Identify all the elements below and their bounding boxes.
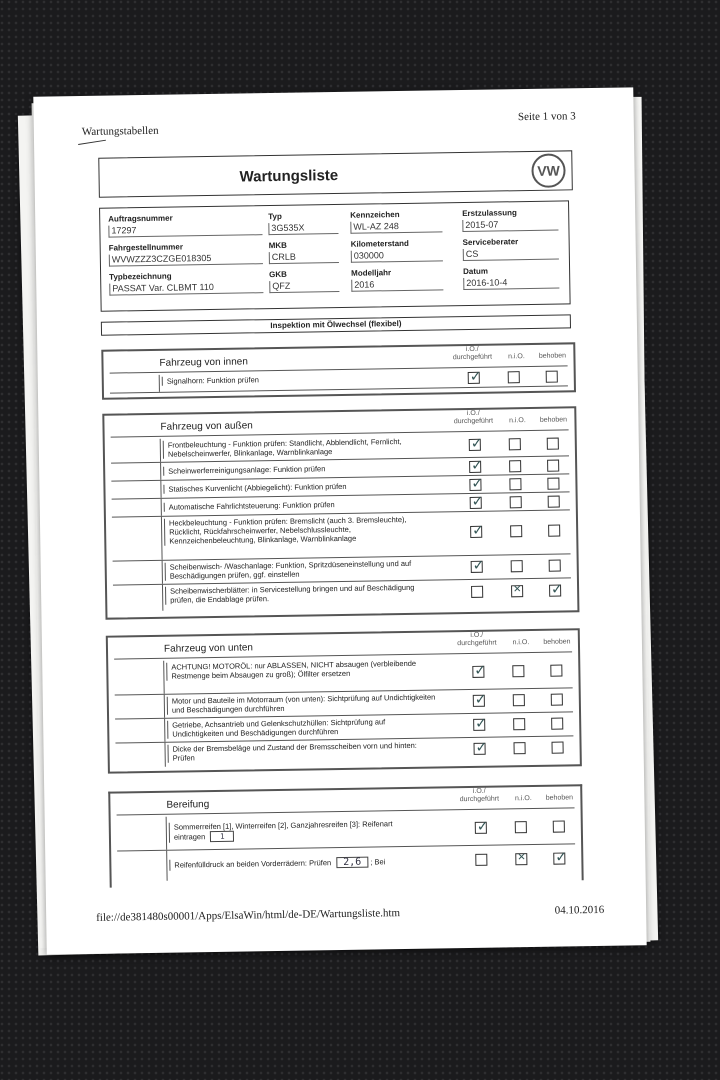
checkbox-io[interactable] — [473, 695, 485, 707]
checkbox-nio[interactable] — [513, 694, 525, 706]
col-io: i.O./ durchgeführt — [459, 787, 500, 804]
checkbox-nio[interactable] — [515, 853, 527, 865]
checkbox-behoben[interactable] — [551, 694, 563, 706]
col-behoben: behoben — [543, 638, 571, 646]
col-behoben: behoben — [545, 794, 574, 802]
section-title: Fahrzeug von innen — [159, 356, 248, 369]
modelljahr-label: Modelljahr — [351, 268, 392, 278]
checkbox-nio[interactable] — [510, 525, 522, 537]
info-col-4 — [462, 208, 559, 296]
table-row: Scheibenwisch- /Waschanlage: Funktion, Spritzdüseneinstellung und auf Beschädigungen prüfen, ggf. einstellen ✓ — [113, 554, 571, 585]
checkbox-nio[interactable] — [509, 460, 521, 472]
header-left: Wartungstabellen — [81, 124, 159, 139]
col-nio: n.i.O. — [508, 353, 525, 361]
section-title: Fahrzeug von unten — [163, 642, 254, 655]
checkbox-nio[interactable] — [513, 742, 525, 754]
gkb-label: GKB — [269, 269, 287, 280]
col-nio: n.i.O. — [509, 417, 526, 425]
table-row: Automatische Fahrlichtsteuerung: Funktion prüfen ✓ — [112, 492, 570, 517]
kennzeichen-value: WL-AZ 248 — [350, 220, 442, 233]
table-row: Reifenfülldruck an beiden Vorderrädern: Prüfen 2,6 ; Bei ✕ ✓ — [117, 844, 575, 881]
checkbox-behoben[interactable] — [547, 478, 559, 490]
row-text: Signalhorn: Funktion prüfen — [162, 373, 432, 386]
mkb-label: MKB — [268, 240, 287, 251]
typbezeichnung-value: PASSAT Var. CLBMT 110 — [109, 281, 263, 295]
checkbox-io[interactable] — [471, 561, 483, 573]
auftragsnummer-label: Auftragsnummer — [108, 213, 173, 224]
checkbox-io[interactable] — [475, 822, 487, 834]
table-row: Frontbeleuchtung - Funktion prüfen: Standlicht, Abblendlicht, Fernlicht, Nebelscheinwerfer, Blinkanlage, Warnblinkanlage ✓ — [111, 432, 569, 463]
section-title: Bereifung — [166, 799, 210, 811]
kilometerstand-label: Kilometerstand — [350, 238, 409, 249]
checkbox-io[interactable] — [469, 479, 481, 491]
footer-date: 04.10.2016 — [554, 903, 605, 917]
checkbox-io[interactable] — [470, 526, 482, 538]
section-bereifung — [108, 784, 583, 887]
auftragsnummer-value: 17297 — [108, 223, 262, 237]
checkbox-nio[interactable] — [512, 665, 524, 677]
fahrgestellnummer-value: WVWZZZ3CZGE018305 — [109, 252, 263, 266]
table-row: Getriebe, Achsantrieb und Gelenkschutzhüllen: Sichtprüfung auf Undichtigkeiten und Beschädigungen durchführen ✓ — [115, 712, 573, 743]
page-title: Wartungsliste — [239, 166, 339, 186]
checkbox-behoben[interactable] — [549, 585, 561, 597]
title-box — [98, 150, 573, 197]
checkbox-behoben[interactable] — [550, 665, 562, 677]
checkbox-behoben[interactable] — [546, 371, 558, 383]
checkbox-nio[interactable] — [510, 496, 522, 508]
page-number: Seite 1 von 3 — [517, 110, 576, 124]
typ-value: 3G535X — [268, 222, 338, 235]
section-title: Fahrzeug von außen — [160, 420, 253, 433]
document-page — [33, 87, 646, 954]
checkbox-behoben[interactable] — [547, 438, 559, 450]
row-text: Reifenfülldruck an beiden Vorderrädern: Prüfen — [174, 858, 332, 870]
handwritten-druck[interactable]: 2,6 — [336, 857, 368, 869]
modelljahr-value: 2016 — [351, 278, 443, 291]
col-nio: n.i.O. — [514, 795, 532, 803]
checkbox-nio[interactable] — [508, 371, 520, 383]
checkbox-behoben[interactable] — [549, 560, 561, 572]
table-row: Scheinwerferreinigungsanlage: Funktion prüfen ✓ — [111, 456, 569, 481]
checkbox-nio[interactable] — [513, 718, 525, 730]
col-io: i.O./ durchgeführt — [457, 631, 497, 648]
checkbox-behoben[interactable] — [553, 853, 565, 865]
table-row: Dicke der Bremsbeläge und Zustand der Bremsscheiben vorn und hinten: Prüfen ✓ — [115, 736, 573, 767]
checkbox-io[interactable] — [475, 854, 487, 866]
table-row: Statisches Kurvenlicht (Abbiegelicht): Funktion prüfen ✓ — [111, 474, 569, 499]
checkbox-nio[interactable] — [509, 478, 521, 490]
section-unten — [106, 628, 582, 773]
gkb-value: QFZ — [269, 280, 339, 293]
checkbox-io[interactable] — [469, 439, 481, 451]
mkb-value: CRLB — [269, 251, 339, 264]
section-aussen — [102, 406, 579, 619]
row-text: Sommerreifen [1], Winterreifen [2], Ganzjahresreifen [3]: Reifenart eintragen — [173, 819, 393, 842]
table-row: Motor und Bauteile im Motorraum (von unten): Sichtprüfung auf Undichtigkeiten und Beschädigungen durchführen ✓ — [115, 688, 573, 719]
footer-path: file://de381480s00001/Apps/ElsaWin/html/de-DE/Wartungsliste.htm — [96, 907, 401, 924]
col-nio: n.i.O. — [512, 639, 530, 647]
checkbox-behoben[interactable] — [548, 496, 560, 508]
checkbox-io[interactable] — [473, 719, 485, 731]
col-behoben: behoben — [538, 352, 567, 360]
col-behoben: behoben — [539, 416, 568, 424]
checkbox-behoben[interactable] — [551, 742, 563, 754]
table-row: ACHTUNG! MOTORÖL: nur ABLASSEN, NICHT absaugen (verbleibende Restmenge beim Absaugen zu groß); Ölfilter ersetzen ✓ — [114, 654, 572, 695]
checkbox-io[interactable] — [471, 586, 483, 598]
col-io: i.O./ durchgeführt — [452, 345, 493, 362]
serviceberater-label: Serviceberater — [462, 237, 519, 248]
checkbox-behoben[interactable] — [553, 821, 565, 833]
table-row: Scheibenwischerblätter: in Servicestellung bringen und auf Beschädigung prüfen, die Endablage prüfen. ✕ ✓ — [113, 578, 571, 611]
vehicle-info — [99, 200, 571, 311]
serviceberater-value: CS — [463, 248, 559, 262]
checkbox-behoben[interactable] — [548, 525, 560, 537]
info-col-1 — [108, 212, 263, 301]
checkbox-nio[interactable] — [515, 821, 527, 833]
checkbox-io[interactable] — [470, 497, 482, 509]
datum-value: 2016-10-4 — [463, 277, 559, 291]
info-col-3 — [350, 209, 443, 297]
section-innen — [101, 342, 576, 399]
kennzeichen-label: Kennzeichen — [350, 210, 400, 220]
handwritten-reifenart[interactable]: 1 — [210, 831, 234, 842]
kilometerstand-value: 030000 — [351, 249, 443, 262]
checkbox-behoben[interactable] — [547, 460, 559, 472]
vw-logo-icon: VW — [531, 153, 566, 188]
checkbox-behoben[interactable] — [551, 718, 563, 730]
typbezeichnung-label: Typbezeichnung — [109, 271, 172, 282]
inspection-type: Inspektion mit Ölwechsel (flexibel) — [101, 314, 571, 335]
checkbox-io[interactable] — [469, 461, 481, 473]
erstzulassung-value: 2015-07 — [462, 219, 558, 233]
checkbox-io[interactable] — [468, 372, 480, 384]
fahrgestellnummer-label: Fahrgestellnummer — [108, 242, 183, 253]
checkbox-io[interactable] — [474, 743, 486, 755]
checkbox-nio[interactable] — [511, 560, 523, 572]
typ-label: Typ — [268, 211, 282, 222]
datum-label: Datum — [463, 266, 489, 277]
checkbox-io[interactable] — [472, 666, 484, 678]
col-io: i.O./ durchgeführt — [453, 409, 494, 426]
checkbox-nio[interactable] — [511, 585, 523, 597]
table-row: Heckbeleuchtung - Funktion prüfen: Bremslicht (auch 3. Bremsleuchte), Rücklicht, Rückfahrscheinwerfer, Nebelschlussleuchte, Kennzeichenbeleuchtung, Blinkanlage, Warnblinkanlage ✓ — [112, 510, 571, 561]
pen-mark — [78, 140, 106, 145]
erstzulassung-label: Erstzulassung — [462, 208, 517, 219]
checkbox-nio[interactable] — [509, 438, 521, 450]
info-col-2 — [268, 211, 339, 299]
